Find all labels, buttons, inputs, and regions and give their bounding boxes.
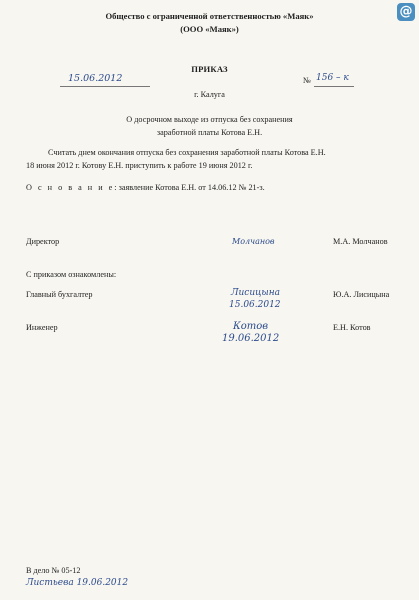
order-body-line-2: 18 июня 2012 г. Котову Е.Н. приступить к работе 19 июня 2012 г.: [26, 161, 253, 170]
basis-label: О с н о в а н и е: [26, 183, 115, 192]
accountant-sign-date: 15.06.2012: [229, 300, 281, 310]
accountant-role: Главный бухгалтер: [26, 290, 93, 299]
order-date-handwritten: 15.06.2012: [68, 73, 123, 84]
file-note: В дело № 05-12: [26, 566, 81, 575]
engineer-name: Е.Н. Котов: [333, 323, 371, 332]
accountant-name: Ю.А. Лисицына: [333, 290, 390, 299]
date-underline: [60, 86, 150, 87]
order-city: г. Калуга: [194, 90, 225, 99]
order-subject-line-1: О досрочном выходе из отпуска без сохранения: [126, 115, 293, 124]
acquainted-heading: С приказом ознакомлены:: [26, 270, 117, 279]
director-signature: Молчанов: [232, 237, 275, 246]
order-number-prefix: №: [303, 76, 311, 85]
engineer-sign-date: 19.06.2012: [222, 333, 280, 344]
basis-text: : заявление Котова Е.Н. от 14.06.12 № 21-з.: [114, 183, 265, 192]
director-name: М.А. Молчанов: [333, 237, 388, 246]
file-signature-date: Листьева 19.06.2012: [26, 578, 129, 588]
order-title: ПРИКАЗ: [191, 64, 228, 74]
order-subject-line-2: заработной платы Котова Е.Н.: [156, 128, 263, 137]
order-basis: [26, 183, 265, 192]
at-sign-icon: @: [397, 3, 415, 21]
order-body-line-1: Считать днем окончания отпуска без сохранения заработной платы Котова Е.Н.: [48, 148, 326, 157]
number-underline: [314, 86, 354, 87]
engineer-role: Инженер: [26, 323, 58, 332]
accountant-signature: Лисицына: [231, 288, 281, 298]
org-short-name: (ООО «Маяк»): [180, 24, 239, 34]
director-role: Директор: [26, 237, 60, 246]
engineer-signature: Котов: [233, 321, 269, 332]
org-full-name: Общество с ограниченной ответственностью «Маяк»: [105, 11, 314, 21]
order-number-handwritten: 156 – к: [316, 73, 349, 83]
